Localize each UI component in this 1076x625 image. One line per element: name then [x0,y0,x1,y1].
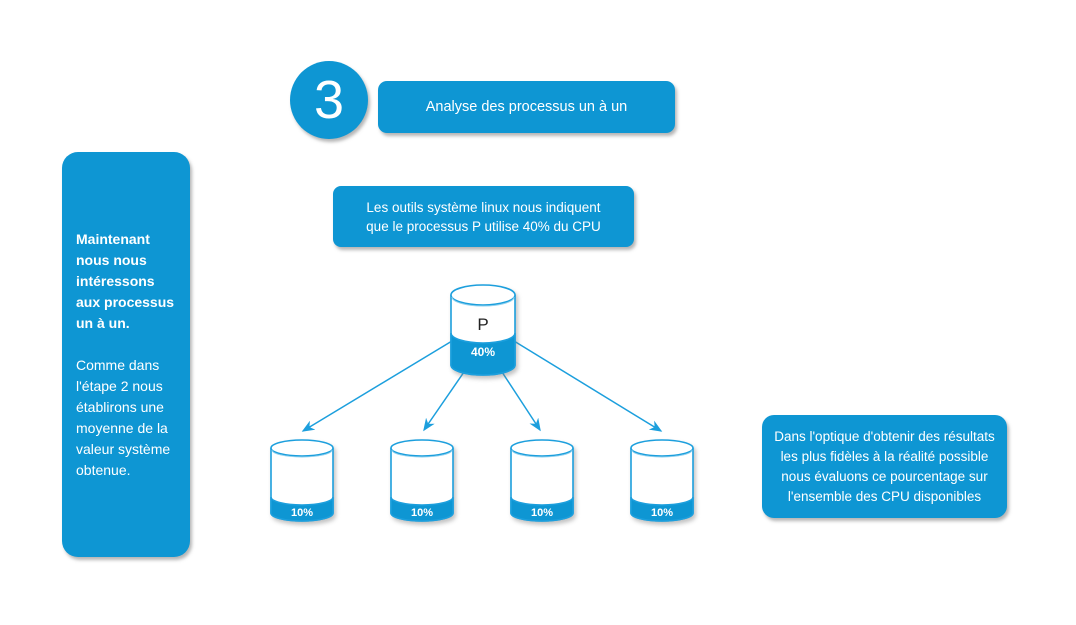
cpu-usage-label: 10% [290,507,314,519]
cpu-cylinder-4 [631,440,693,521]
top-note-text: Les outils système linux nous indiquent que le processus P utilise 40% du CPU [366,199,601,234]
cpu-cylinder-3 [511,440,573,521]
title-box [378,81,675,133]
step-number-badge [290,61,368,139]
process-label: P [477,315,489,334]
side-note-detail: Comme dans l'étape 2 nous établirons une moyenne de la valeur système obtenue. [76,356,171,478]
process-cylinder-top [451,285,515,305]
right-note-text: Dans l'optique d'obtenir des résultats les plus fidèles à la réalité possible nous évaluons ce pourcentage sur l'ensemble des CPU disponibles [774,428,995,504]
arrow-to-cpu-2 [424,372,464,430]
cpu-cylinder-2 [391,440,453,521]
page-title: Analyse des processus un à un [425,99,628,115]
cpu-usage-label: 10% [650,507,674,519]
arrow-to-cpu-4 [514,341,661,431]
side-note-intro: Maintenant nous nous intéressons aux processus un à un. [76,230,175,331]
cpu-cylinder-1 [271,440,333,521]
cpu-cylinder-top [271,440,333,456]
cpu-cylinder-top [391,440,453,456]
cpu-usage-label: 10% [410,507,434,519]
cpu-cylinder-top [511,440,573,456]
arrow-to-cpu-3 [502,372,540,430]
cpu-usage-label: 10% [530,507,554,519]
process-cylinder [451,285,515,375]
arrow-to-cpu-1 [303,341,452,431]
process-usage-label: 40% [470,345,496,359]
step-number: 3 [313,70,345,130]
cpu-cylinder-top [631,440,693,456]
